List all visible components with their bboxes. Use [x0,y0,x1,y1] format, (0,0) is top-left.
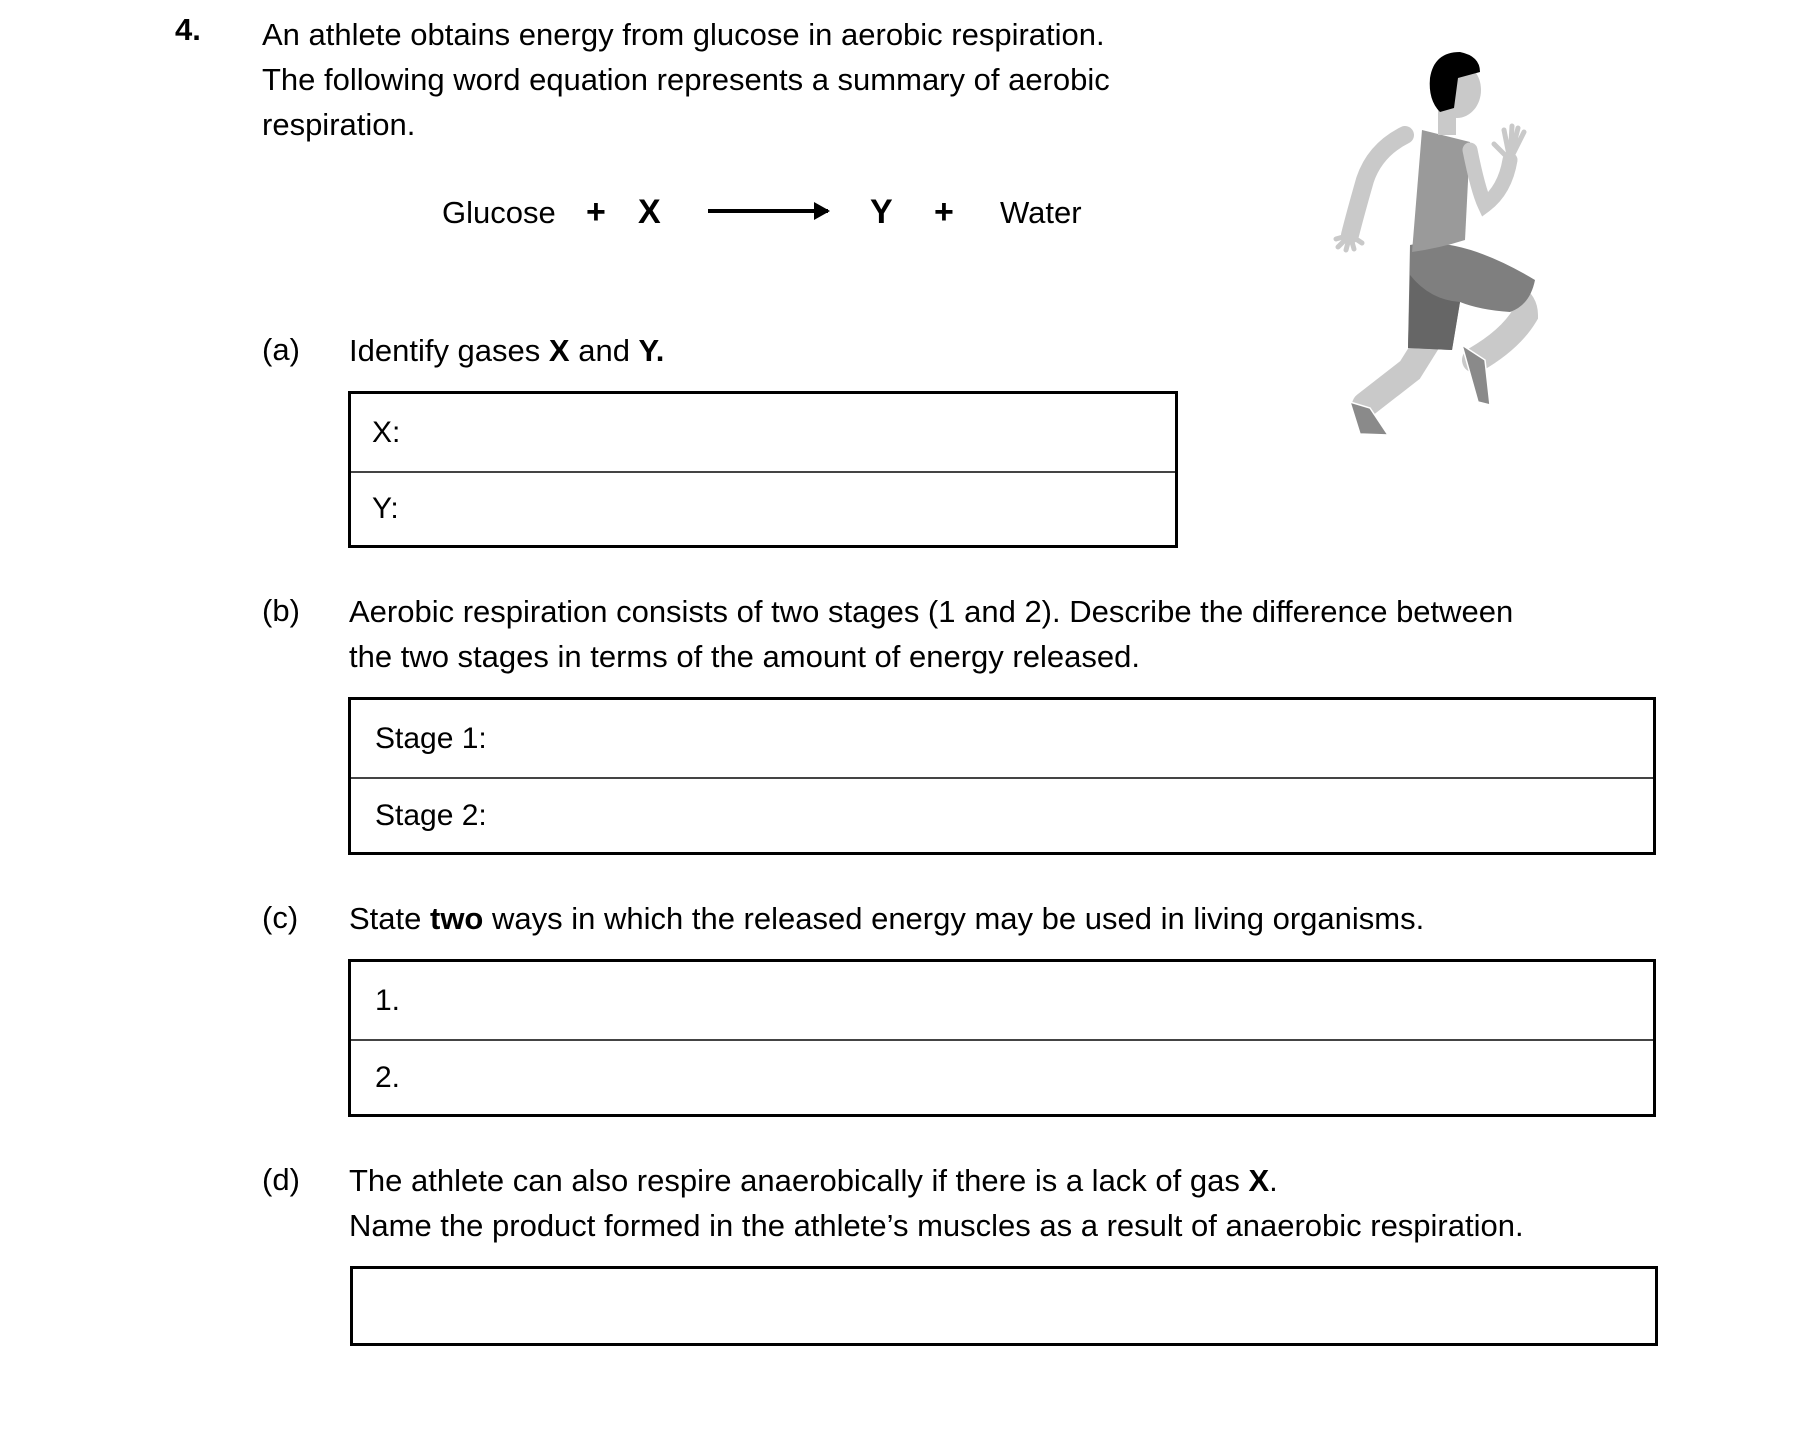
part-b-text-line-2: the two stages in terms of the amount of energy released. [349,639,1140,674]
part-d-text-line-2: Name the product formed in the athlete’s muscles as a result of anaerobic respiration. [349,1208,1524,1243]
question-number: 4. [175,12,201,47]
answer-row-label: 1. [375,983,401,1017]
part-d-question [349,1158,1769,1248]
equation-plus-1: + [586,193,606,231]
part-c-text-after: ways in which the released energy may be used in living organisms. [483,901,1425,936]
part-a-label: (a) [262,332,300,367]
part-c-answer-box [348,959,1656,1117]
answer-row-label: 2. [375,1060,401,1094]
part-c-text: State [349,901,430,936]
part-b-label: (b) [262,593,300,628]
question-stem: An athlete obtains energy from glucose in aerobic respiration. The following word equation represents a summary of aerobic respiration. [262,17,1110,142]
part-d-label: (d) [262,1162,300,1197]
answer-row-y[interactable] [351,471,1175,545]
part-b-text-line-1: Aerobic respiration consists of two stages (1 and 2). Describe the difference between [349,594,1514,629]
part-a-answer-box [348,391,1178,548]
part-d-answer-box[interactable] [350,1266,1658,1346]
equation-plus-2: + [934,193,954,231]
answer-row-x[interactable] [351,394,1175,471]
part-d-text-line-1 [349,1158,1769,1203]
equation-water: Water [1000,195,1082,230]
answer-row-1[interactable] [351,962,1653,1039]
equation-x: X [638,193,661,231]
part-c-bold-two: two [430,901,484,936]
part-a-bold-y: Y. [638,333,665,368]
answer-row-label: X: [372,415,401,449]
runner-illustration-icon [1330,30,1580,440]
answer-row-stage-1[interactable] [351,700,1653,777]
answer-row-stage-2[interactable] [351,777,1653,852]
part-d-text: The athlete can also respire anaerobically if there is a lack of gas [349,1163,1249,1198]
part-a-text-mid: and [569,333,639,368]
answer-row-label: Stage 1: [375,721,487,755]
reaction-arrow-icon [708,209,828,213]
part-b-answer-box [348,697,1656,855]
equation-glucose: Glucose [442,195,556,230]
part-a-bold-x: X [548,333,570,368]
answer-row-label: Stage 2: [375,798,487,832]
part-b-question [349,589,1749,679]
answer-row-label: Y: [372,492,399,525]
equation-y: Y [870,193,893,231]
answer-row-2[interactable] [351,1039,1653,1114]
part-d-text-period: . [1269,1163,1278,1198]
part-a-text: Identify gases [349,333,549,368]
part-c-question [349,896,1424,941]
part-c-label: (c) [262,900,299,935]
part-d-bold-x: X [1248,1163,1270,1198]
part-a-question [349,328,664,373]
